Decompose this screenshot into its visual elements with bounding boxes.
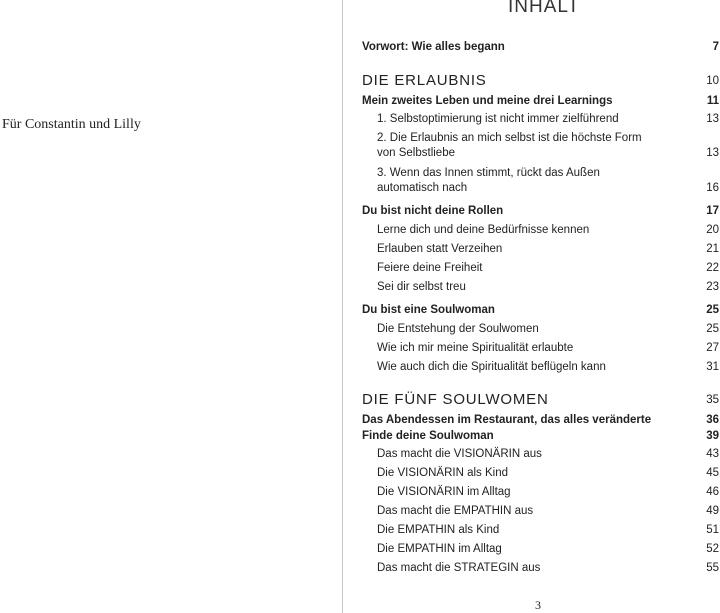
subentry-page: 16 <box>706 182 719 194</box>
chapter-title: Du bist eine Soulwoman <box>362 304 495 316</box>
chapter-page: 25 <box>706 304 719 316</box>
subentry-page: 13 <box>706 147 719 159</box>
toc-subentry[interactable] <box>377 523 719 538</box>
subentry-page: 46 <box>706 486 719 498</box>
subentry-page: 13 <box>706 113 719 125</box>
subentry-title <box>377 131 677 161</box>
subentry-title: Wie ich mir meine Spiritualität erlaubte <box>377 342 574 354</box>
subentry-title: Feiere deine Freiheit <box>377 262 483 274</box>
subentry-title: Wie auch dich die Spiritualität beflügeln kann <box>377 361 606 373</box>
chapter-page: 36 <box>706 414 719 426</box>
subentry-title: Die VISIONÄRIN als Kind <box>377 467 509 479</box>
subentry-page: 21 <box>706 243 719 255</box>
page-number: 3 <box>535 598 541 612</box>
toc-subentry[interactable] <box>377 504 719 519</box>
toc-subentry[interactable] <box>377 341 719 356</box>
entry-title: Vorwort: Wie alles begann <box>362 41 505 53</box>
entry-page: 7 <box>712 41 719 53</box>
subentry-title: Das macht die EMPATHIN aus <box>377 505 534 517</box>
chapter-title: Das Abendessen im Restaurant, das alles veränderte <box>362 414 652 426</box>
subentry-title-line1: 2. Die Erlaubnis an mich selbst ist die höchste Form <box>377 132 642 144</box>
subentry-title: Erlauben statt Verzeihen <box>377 243 503 255</box>
toc-subentry[interactable] <box>377 485 719 500</box>
toc-chapter-entry[interactable] <box>362 429 719 444</box>
toc-chapter-entry[interactable] <box>362 413 719 428</box>
subentry-title-line2: automatisch nach <box>377 182 468 194</box>
toc-subentry[interactable] <box>377 280 719 295</box>
subentry-title: Die EMPATHIN als Kind <box>377 524 500 536</box>
toc-subentry[interactable] <box>377 223 719 238</box>
subentry-page: 31 <box>706 361 719 373</box>
toc-subentry[interactable] <box>377 466 719 481</box>
toc-subentry[interactable] <box>377 360 719 375</box>
chapter-title: Mein zweites Leben und meine drei Learnings <box>362 95 613 107</box>
subentry-page: 49 <box>706 505 719 517</box>
subentry-page: 45 <box>706 467 719 479</box>
toc-subentry[interactable] <box>377 561 719 576</box>
subentry-page: 27 <box>706 342 719 354</box>
toc-subentry[interactable] <box>377 542 719 557</box>
subentry-page: 43 <box>706 448 719 460</box>
part-page: 35 <box>706 394 719 406</box>
chapter-page: 11 <box>706 95 719 107</box>
subentry-title: Die EMPATHIN im Alltag <box>377 543 502 555</box>
toc-chapter-entry[interactable] <box>362 94 719 109</box>
subentry-title: Sei dir selbst treu <box>377 281 466 293</box>
subentry-title <box>377 166 677 196</box>
toc-chapter-entry[interactable] <box>362 204 719 219</box>
chapter-page: 39 <box>706 430 719 442</box>
toc-subentry[interactable] <box>377 131 719 161</box>
toc-subentry[interactable] <box>377 112 719 127</box>
toc-subentry[interactable] <box>377 447 719 462</box>
subentry-title-line1: 3. Wenn das Innen stimmt, rückt das Außen <box>377 167 600 179</box>
subentry-title: Die Entstehung der Soulwomen <box>377 323 539 335</box>
subentry-title-line2: von Selbstliebe <box>377 147 455 159</box>
subentry-page: 22 <box>706 262 719 274</box>
chapter-page: 17 <box>706 205 719 217</box>
subentry-title: Das macht die VISIONÄRIN aus <box>377 448 542 460</box>
subentry-title: Lerne dich und deine Bedürfnisse kennen <box>377 224 590 236</box>
left-page <box>0 0 342 613</box>
toc-subentry[interactable] <box>377 322 719 337</box>
chapter-title: Finde deine Soulwoman <box>362 430 494 442</box>
right-page <box>343 0 720 613</box>
subentry-title: 1. Selbstoptimierung ist nicht immer zielführend <box>377 113 619 125</box>
dedication: Für Constantin und Lilly <box>2 117 141 132</box>
subentry-title: Das macht die STRATEGIN aus <box>377 562 541 574</box>
toc-part-heading[interactable] <box>362 391 719 409</box>
toc-subentry[interactable] <box>377 261 719 276</box>
subentry-page: 23 <box>706 281 719 293</box>
part-title: DIE FÜNF SOULWOMEN <box>362 391 549 408</box>
chapter-title: Du bist nicht deine Rollen <box>362 205 504 217</box>
toc-part-heading[interactable] <box>362 72 719 90</box>
toc-subentry[interactable] <box>377 242 719 257</box>
toc-entry-foreword[interactable] <box>362 40 719 55</box>
subentry-page: 25 <box>706 323 719 335</box>
toc-chapter-entry[interactable] <box>362 303 719 318</box>
subentry-page: 51 <box>706 524 719 536</box>
subentry-page: 55 <box>706 562 719 574</box>
subentry-page: 52 <box>706 543 719 555</box>
subentry-title: Die VISIONÄRIN im Alltag <box>377 486 511 498</box>
subentry-page: 20 <box>706 224 719 236</box>
toc-subentry[interactable] <box>377 166 719 196</box>
part-title: DIE ERLAUBNIS <box>362 72 487 89</box>
toc-title: INHALT <box>508 0 581 17</box>
part-page: 10 <box>706 75 719 87</box>
